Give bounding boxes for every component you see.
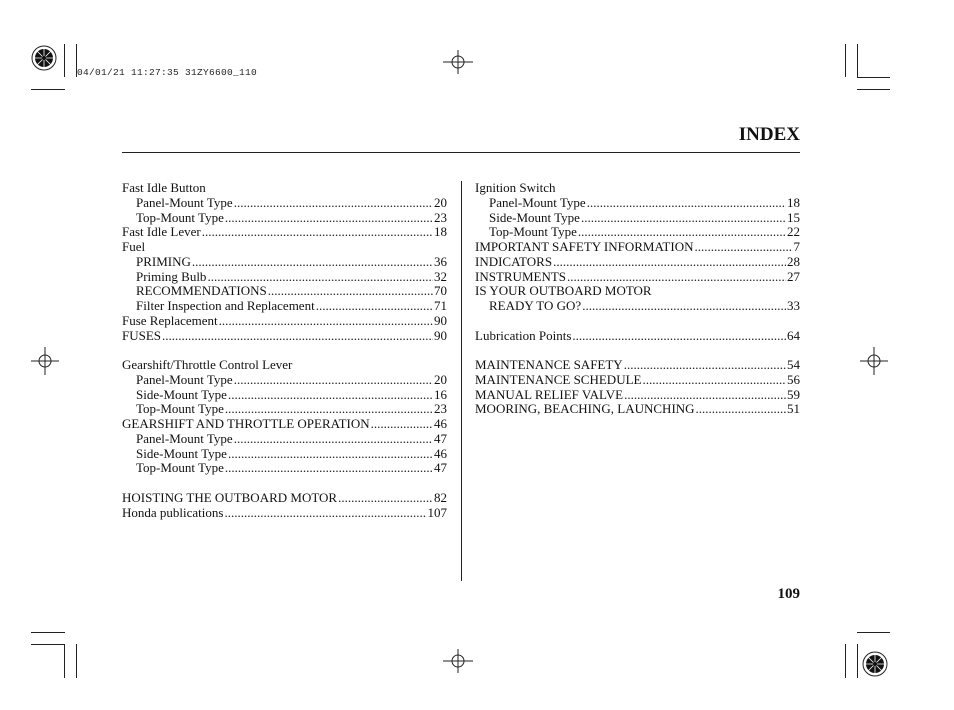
index-entry-text: Top-Mount Type	[136, 460, 224, 476]
registration-target-icon	[31, 347, 59, 375]
index-entry-text: Gearshift/Throttle Control Lever	[122, 357, 293, 372]
index-entry-text: GEARSHIFT AND THROTTLE OPERATION	[122, 416, 370, 431]
index-entry-text: PRIMING	[136, 253, 191, 269]
dot-leader	[371, 417, 433, 432]
index-entry-text: MANUAL RELIEF VALVE	[475, 386, 624, 402]
crop-mark	[857, 89, 890, 90]
crop-mark	[31, 632, 65, 633]
index-page-number: 82	[434, 489, 447, 505]
index-page-number: 20	[434, 194, 447, 210]
index-page-number: 23	[434, 401, 447, 417]
dot-leader	[234, 432, 433, 447]
dot-leader	[582, 299, 786, 314]
index-heading	[122, 240, 447, 255]
dot-leader	[207, 270, 433, 285]
dot-leader	[234, 373, 433, 388]
dot-leader	[567, 270, 786, 285]
index-column-left	[122, 181, 447, 520]
index-entry	[475, 270, 800, 285]
index-entry-text: Panel-Mount Type	[136, 371, 233, 387]
index-entry-text: FUSES	[122, 327, 162, 343]
index-entry-text: Fast Idle Lever	[122, 224, 201, 240]
index-entry-text: INSTRUMENTS	[475, 268, 567, 284]
index-entry-text: HOISTING THE OUTBOARD MOTOR	[122, 489, 338, 505]
index-entry	[122, 432, 447, 447]
index-entry	[122, 225, 447, 240]
dot-leader	[162, 329, 433, 344]
index-entry	[475, 358, 800, 373]
index-entry-text: RECOMMENDATIONS	[136, 283, 267, 299]
index-page-number: 46	[434, 416, 447, 431]
index-entry	[475, 402, 800, 417]
index-entry	[122, 270, 447, 285]
index-entry-text: READY TO GO?	[489, 298, 582, 313]
index-entry	[122, 402, 447, 417]
crop-mark	[857, 632, 890, 633]
dot-leader	[225, 402, 433, 417]
registration-target-icon	[443, 50, 473, 74]
spacer	[475, 343, 800, 358]
index-entry-text: Priming Bulb	[136, 268, 207, 284]
crop-mark	[31, 644, 65, 645]
index-entry	[122, 196, 447, 211]
index-entry-text: Panel-Mount Type	[489, 194, 586, 210]
index-entry-text: INDICATORS	[475, 253, 553, 269]
index-page-number: 107	[427, 504, 447, 520]
index-entry-text: Panel-Mount Type	[136, 430, 233, 446]
index-page-number: 33	[787, 298, 800, 313]
starburst-registration-icon	[862, 651, 888, 677]
index-entry	[122, 388, 447, 403]
page-title: INDEX	[738, 124, 800, 145]
crop-mark	[76, 44, 77, 77]
index-page-number: 16	[434, 386, 447, 402]
index-entry	[475, 373, 800, 388]
index-heading	[122, 358, 447, 373]
index-entry	[122, 255, 447, 270]
index-page-number: 46	[434, 445, 447, 461]
index-entry-text: Fast Idle Button	[122, 180, 206, 195]
index-entry	[475, 329, 800, 344]
index-page-number: 59	[787, 386, 800, 402]
index-heading	[122, 181, 447, 196]
index-entry	[475, 211, 800, 226]
index-entry-text: Top-Mount Type	[136, 209, 224, 225]
index-heading	[475, 284, 800, 299]
dot-leader	[553, 255, 786, 270]
index-page-number: 47	[434, 460, 447, 476]
crop-mark	[857, 644, 858, 678]
dot-leader	[228, 447, 433, 462]
crop-mark	[64, 44, 65, 77]
dot-leader	[696, 402, 786, 417]
index-entry-text: Side-Mount Type	[136, 445, 227, 461]
dot-leader	[642, 373, 786, 388]
index-entry	[475, 196, 800, 211]
index-entry	[475, 388, 800, 403]
index-entry	[122, 373, 447, 388]
index-entry	[122, 417, 447, 432]
index-entry	[122, 211, 447, 226]
crop-mark	[76, 644, 77, 678]
index-page-number: 70	[434, 283, 447, 299]
index-page-number: 51	[787, 401, 800, 417]
index-heading	[475, 181, 800, 196]
index-entry	[122, 461, 447, 476]
index-page-number: 15	[787, 209, 800, 225]
starburst-registration-icon	[31, 45, 57, 71]
index-entry-text: Side-Mount Type	[489, 209, 580, 225]
index-page-number: 54	[787, 357, 800, 372]
index-entry-text: Ignition Switch	[475, 180, 556, 195]
dot-leader	[572, 329, 786, 344]
index-column-right	[475, 181, 800, 417]
spacer	[122, 343, 447, 358]
index-page-number: 71	[434, 298, 447, 313]
index-entry-text: MAINTENANCE SCHEDULE	[475, 371, 642, 387]
index-entry-text: Honda publications	[122, 504, 224, 520]
dot-leader	[225, 211, 433, 226]
dot-leader	[268, 284, 433, 299]
spacer	[475, 314, 800, 329]
index-entry-text: IS YOUR OUTBOARD MOTOR	[475, 283, 652, 299]
registration-target-icon	[443, 649, 473, 673]
index-entry	[475, 240, 800, 255]
dot-leader	[225, 461, 433, 476]
dot-leader	[316, 299, 433, 314]
dot-leader	[578, 225, 786, 240]
index-page-number: 28	[787, 253, 800, 269]
index-entry	[122, 284, 447, 299]
dot-leader	[228, 388, 433, 403]
crop-mark	[857, 77, 890, 78]
index-entry	[122, 314, 447, 329]
index-page-number: 32	[434, 268, 447, 284]
index-entry-text: Fuse Replacement	[122, 312, 218, 328]
index-page-number: 27	[787, 268, 800, 284]
index-entry	[122, 506, 447, 521]
dot-leader	[624, 358, 786, 373]
dot-leader	[581, 211, 786, 226]
dot-leader	[624, 388, 786, 403]
index-entry-text: Top-Mount Type	[489, 224, 577, 240]
index-entry	[122, 447, 447, 462]
index-page-number: 23	[434, 209, 447, 225]
index-page-number: 36	[434, 253, 447, 269]
crop-mark	[845, 644, 846, 678]
crop-mark	[31, 89, 65, 90]
index-entry-text: Fuel	[122, 239, 146, 254]
dot-leader	[224, 506, 426, 521]
dot-leader	[202, 225, 433, 240]
index-entry	[122, 491, 447, 506]
index-entry-text: Filter Inspection and Replacement	[136, 298, 315, 313]
dot-leader	[234, 196, 433, 211]
index-entry-text: Panel-Mount Type	[136, 194, 233, 210]
index-page-number: 22	[787, 224, 800, 240]
index-page-number: 90	[434, 312, 447, 328]
column-divider	[461, 181, 462, 581]
index-entry	[122, 299, 447, 314]
index-entry-text: Lubrication Points	[475, 327, 572, 343]
dot-leader	[192, 255, 433, 270]
index-entry	[122, 329, 447, 344]
header-rule	[122, 152, 800, 153]
index-page-number: 56	[787, 371, 800, 387]
crop-mark	[845, 44, 846, 77]
index-page-number: 18	[787, 194, 800, 210]
page-number: 109	[777, 586, 800, 602]
index-entry-text: MAINTENANCE SAFETY	[475, 357, 623, 372]
crop-mark	[64, 644, 65, 678]
print-timestamp: 04/01/21 11:27:35 31ZY6600_110	[77, 67, 258, 78]
index-entry	[475, 255, 800, 270]
index-entry-text: Side-Mount Type	[136, 386, 227, 402]
dot-leader	[694, 240, 792, 255]
index-page-number: 64	[787, 327, 800, 343]
crop-mark	[857, 44, 858, 77]
index-entry-text: Top-Mount Type	[136, 401, 224, 417]
index-page-number: 90	[434, 327, 447, 343]
dot-leader	[338, 491, 433, 506]
dot-leader	[587, 196, 786, 211]
index-page-number: 47	[434, 430, 447, 446]
index-page-number: 20	[434, 371, 447, 387]
index-page-number: 18	[434, 224, 447, 240]
spacer	[122, 476, 447, 491]
index-entry	[475, 225, 800, 240]
index-entry	[475, 299, 800, 314]
index-entry-text: IMPORTANT SAFETY INFORMATION	[475, 239, 694, 254]
dot-leader	[219, 314, 433, 329]
index-entry-text: MOORING, BEACHING, LAUNCHING	[475, 401, 695, 417]
registration-target-icon	[860, 347, 888, 375]
index-page-number: 7	[793, 239, 800, 254]
